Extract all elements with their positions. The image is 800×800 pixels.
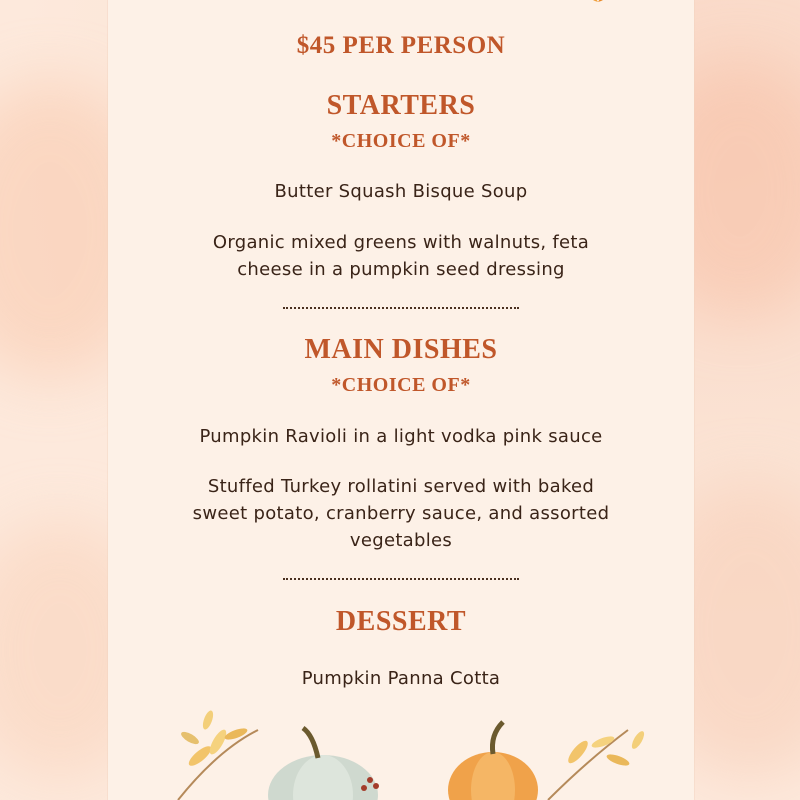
dessert-item-1: Pumpkin Panna Cotta	[301, 668, 501, 689]
menu-panel	[108, 0, 694, 800]
main-dishes-item-2: Stuffed Turkey rollatini served with baked sweet potato, cranberry sauce, and assorted vegetables	[192, 476, 610, 551]
leaf-icon	[548, 729, 646, 800]
starters-item-1: Butter Squash Bisque Soup	[274, 181, 528, 202]
autumn-illustration	[108, 690, 694, 800]
pumpkin-icon	[268, 728, 379, 800]
starters-choice-note: *CHOICE OF*	[331, 130, 471, 152]
pumpkin-icon	[448, 722, 538, 800]
main-dishes-title: MAIN DISHES	[304, 334, 498, 365]
main-dishes-choice-note: *CHOICE OF*	[331, 374, 471, 396]
section-divider	[283, 578, 519, 580]
dessert-title: DESSERT	[335, 606, 467, 637]
main-dishes-item-1: Pumpkin Ravioli in a light vodka pink sauce	[199, 426, 603, 447]
starters-title: STARTERS	[326, 90, 476, 121]
section-divider	[283, 307, 519, 309]
starters-item-2: Organic mixed greens with walnuts, feta cheese in a pumpkin seed dressing	[212, 232, 590, 280]
leaf-icon	[578, 0, 618, 8]
leaf-icon	[178, 709, 258, 800]
price-heading: $45 PER PERSON	[296, 32, 506, 59]
